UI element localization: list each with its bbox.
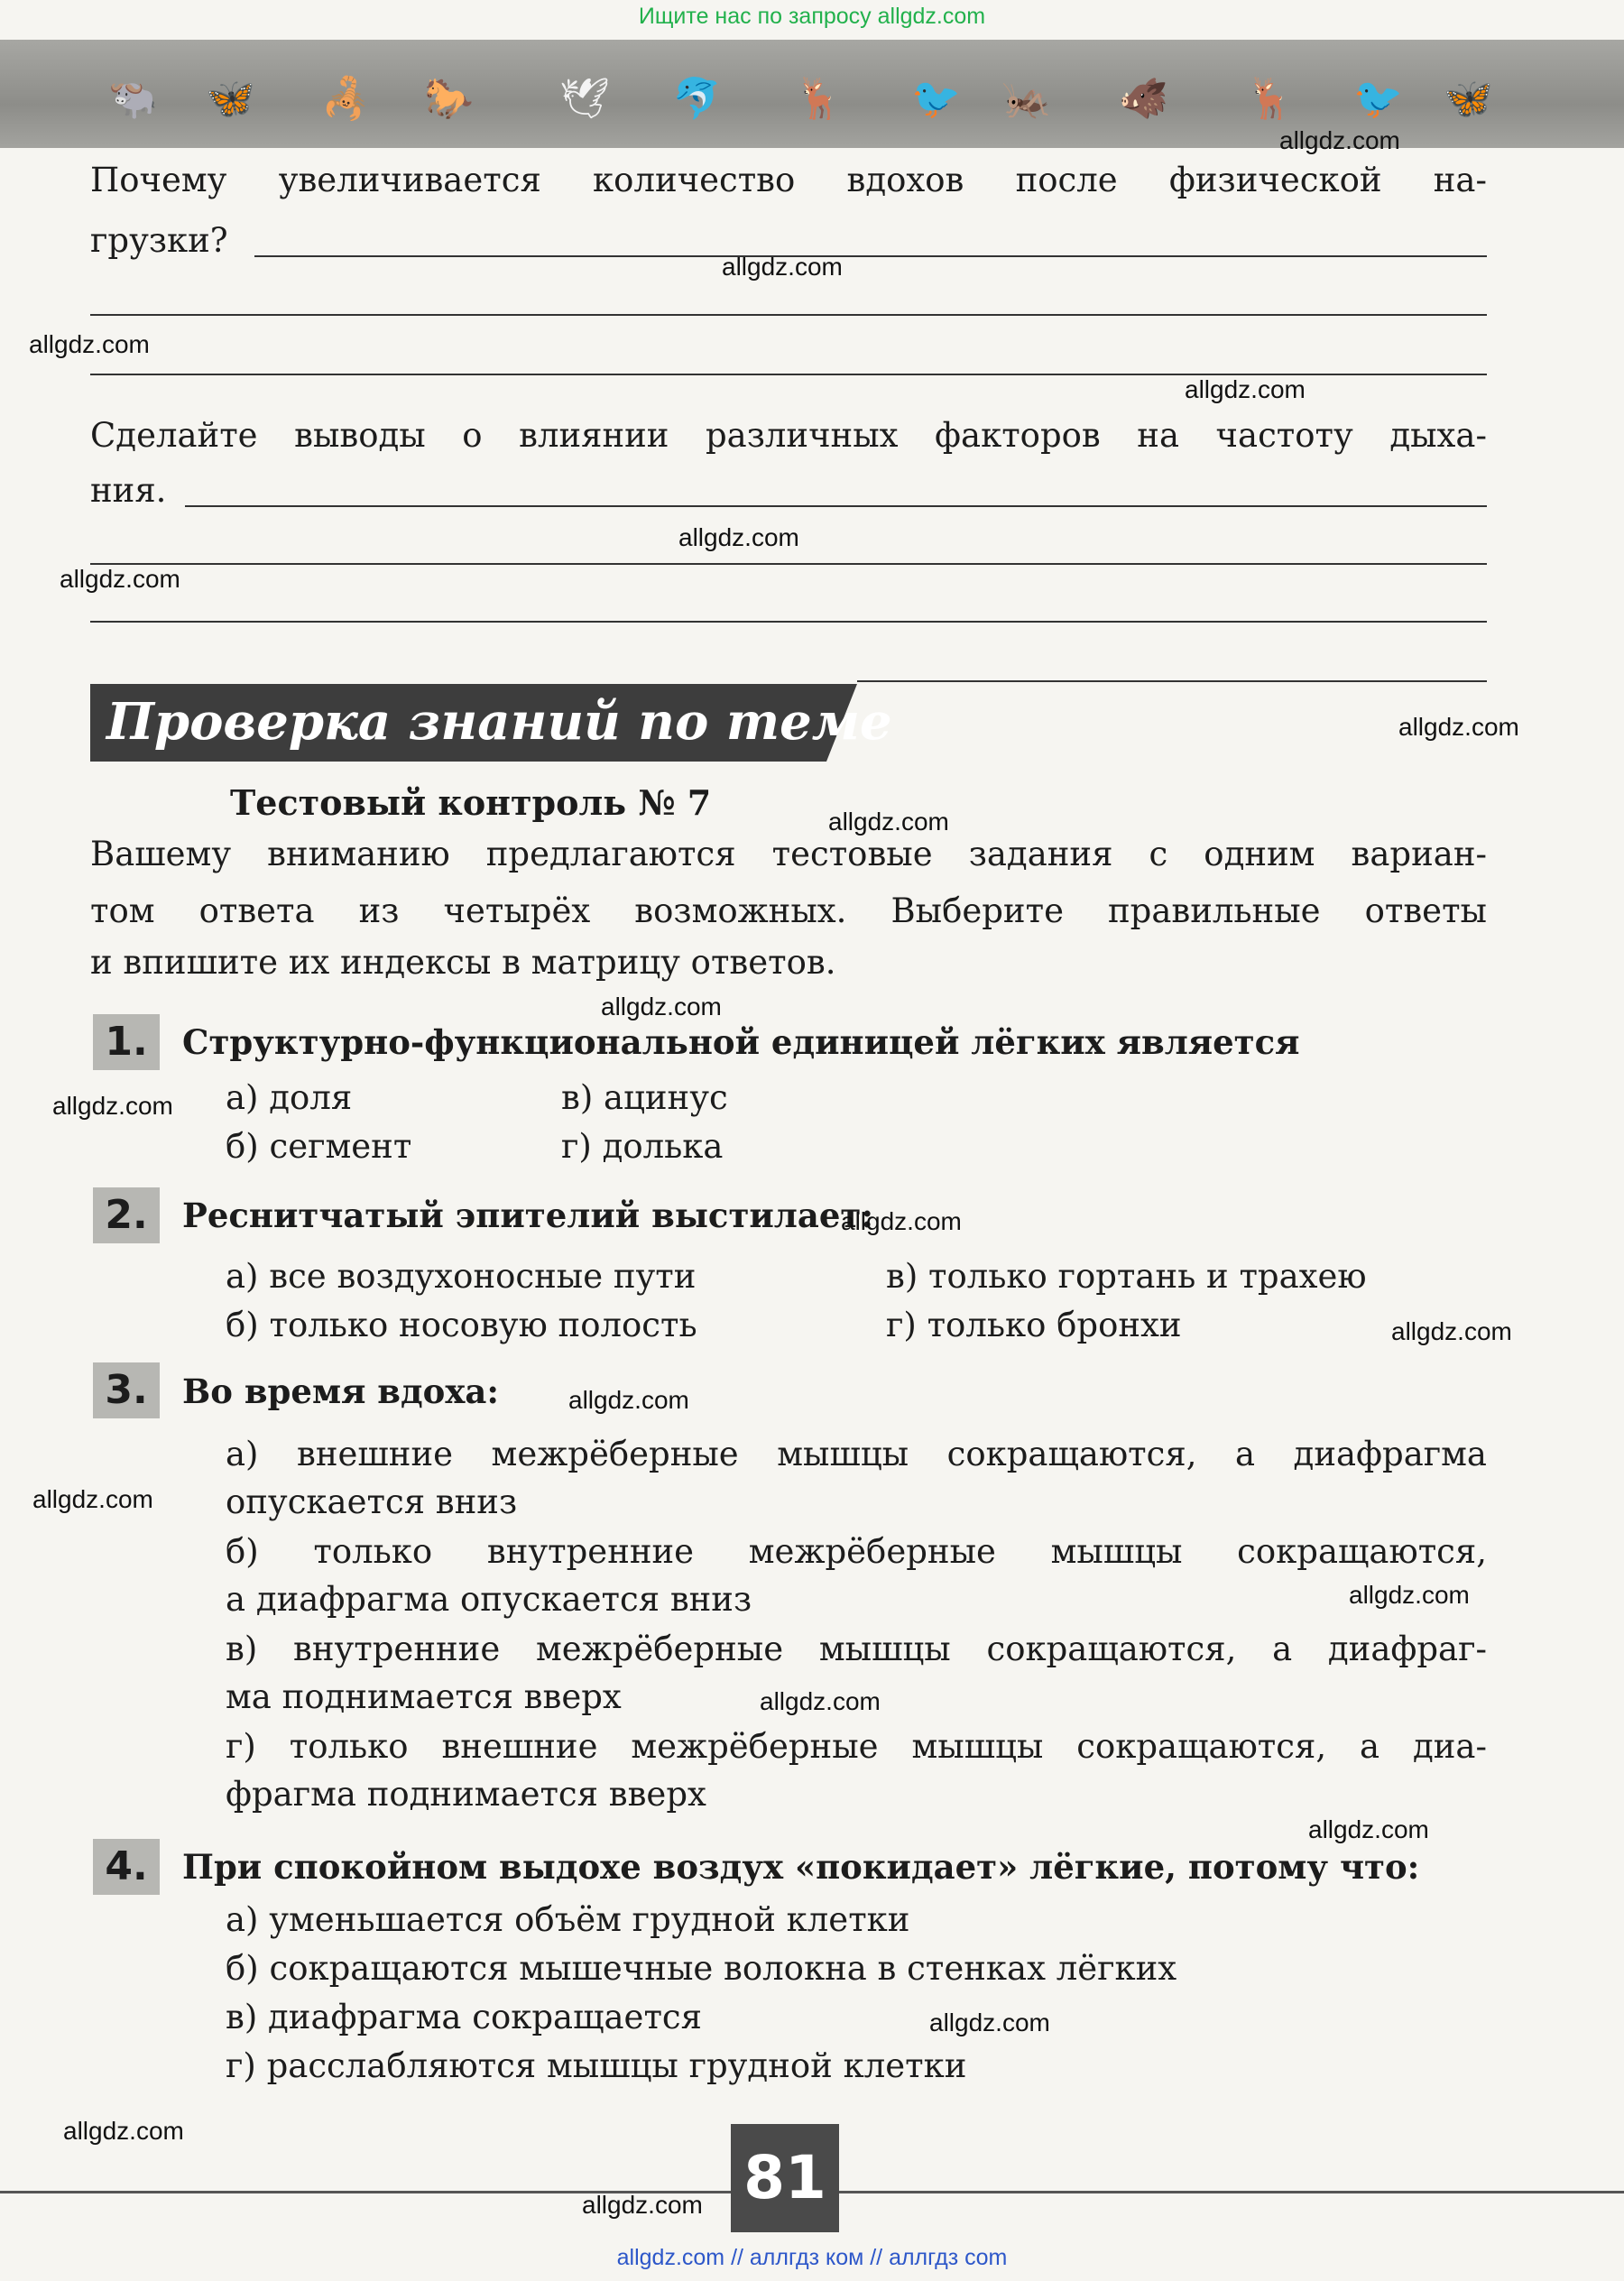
watermark: allgdz.com — [1349, 1581, 1470, 1609]
exercise-question-2: Сделайте выводы о влиянии различных факторов на частоту дыха- — [90, 416, 1487, 455]
butterfly-icon: 🦋 — [206, 76, 255, 122]
watermark: allgdz.com — [1279, 126, 1400, 154]
watermark: allgdz.com — [582, 2191, 703, 2219]
answer-option[interactable]: в) диафрагма сокращается — [226, 1998, 702, 2036]
answer-line[interactable] — [90, 563, 1487, 565]
question-number: 1. — [93, 1014, 160, 1070]
answer-option[interactable]: а) внешние межрёберные мышцы сокращаются, а диафрагма — [226, 1435, 1487, 1473]
watermark: allgdz.com — [1185, 375, 1306, 403]
page-number: 81 — [731, 2124, 839, 2232]
exercise-question-1-cont: грузки? — [90, 221, 228, 260]
answer-option[interactable]: в) внутренние межрёберные мышцы сокращаются, а диафраг- — [226, 1630, 1487, 1668]
watermark: allgdz.com — [601, 993, 722, 1020]
answer-option[interactable]: г) только бронхи — [886, 1306, 1182, 1344]
watermark: allgdz.com — [828, 808, 949, 836]
watermark: allgdz.com — [568, 1386, 689, 1414]
answer-line[interactable] — [185, 505, 1487, 507]
boar-icon: 🐗 — [1119, 76, 1168, 122]
answer-option[interactable]: в) только гортань и трахею — [886, 1257, 1367, 1296]
answer-option-cont: опускается вниз — [226, 1482, 518, 1521]
watermark: allgdz.com — [60, 565, 180, 593]
test-intro-line-1: Вашему вниманию предлагаются тестовые задания с одним вариан- — [90, 835, 1487, 873]
answer-option[interactable]: б) только носовую полость — [226, 1306, 697, 1344]
dolphin-icon: 🐬 — [672, 76, 722, 122]
answer-option[interactable]: б) сегмент — [226, 1127, 412, 1166]
answer-line[interactable] — [90, 314, 1487, 316]
watermark: allgdz.com — [29, 330, 150, 358]
watermark: allgdz.com — [32, 1485, 153, 1513]
scorpion-icon: 🦂 — [321, 76, 371, 122]
watermark: allgdz.com — [52, 1092, 173, 1120]
answer-option-cont: фрагма поднимается вверх — [226, 1775, 706, 1814]
deer-icon: 🦌 — [794, 76, 844, 122]
answer-option[interactable]: г) долька — [561, 1127, 724, 1166]
exercise-question-1: Почему увеличивается количество вдохов после физической на- — [90, 161, 1487, 199]
watermark: allgdz.com — [841, 1207, 962, 1235]
moth-icon: 🦋 — [1444, 76, 1493, 122]
test-intro-line-3: и впишите их индексы в матрицу ответов. — [90, 943, 836, 982]
watermark: allgdz.com — [722, 253, 843, 281]
answer-option[interactable]: а) уменьшается объём грудной клетки — [226, 1900, 910, 1939]
bison-icon: 🐃 — [108, 76, 158, 122]
watermark: allgdz.com — [760, 1687, 881, 1715]
watermark: allgdz.com — [929, 2009, 1050, 2036]
answer-option-cont: а диафрагма опускается вниз — [226, 1580, 752, 1619]
section-title: Проверка знаний по теме — [106, 692, 892, 752]
watermark: allgdz.com — [678, 523, 799, 551]
watermark: allgdz.com — [1391, 1317, 1512, 1345]
answer-option[interactable]: в) ацинус — [561, 1078, 728, 1117]
answer-line[interactable] — [90, 621, 1487, 623]
question-text: Структурно-функциональной единицей лёгких является — [182, 1022, 1300, 1062]
watermark: allgdz.com — [1398, 713, 1519, 741]
answer-option-cont: ма поднимается вверх — [226, 1677, 622, 1716]
answer-option[interactable]: б) только внутренние межрёберные мышцы сокращаются, — [226, 1532, 1487, 1571]
footer-links[interactable]: allgdz.com // аллгдз ком // аллгдз com — [616, 2245, 1008, 2270]
test-intro-line-2: том ответа из четырёх возможных. Выберите правильные ответы — [90, 891, 1487, 930]
answer-option[interactable]: а) все воздухоносные пути — [226, 1257, 697, 1296]
answer-option[interactable]: а) доля — [226, 1078, 353, 1117]
answer-option[interactable]: г) только внешние межрёберные мышцы сокращаются, а диа- — [226, 1727, 1487, 1766]
answer-line[interactable] — [254, 255, 1487, 257]
bird-icon: 🐦 — [911, 76, 961, 122]
watermark: allgdz.com — [1308, 1815, 1429, 1843]
answer-option[interactable]: г) расслабляются мышцы грудной клетки — [226, 2046, 967, 2085]
answer-line[interactable] — [857, 680, 1487, 682]
test-title: Тестовый контроль № 7 — [230, 782, 712, 823]
question-text: При спокойном выдохе воздух «покидает» лёгкие, потому что: — [182, 1847, 1420, 1887]
swallow-icon: 🕊 — [559, 76, 610, 122]
question-text: Во время вдоха: — [182, 1371, 500, 1411]
bird-icon: 🐦 — [1353, 76, 1403, 122]
question-number: 2. — [93, 1187, 160, 1243]
watermark: allgdz.com — [63, 2117, 184, 2145]
question-text: Реснитчатый эпителий выстилает: — [182, 1196, 873, 1235]
horse-icon: 🐎 — [424, 76, 474, 122]
answer-option[interactable]: б) сокращаются мышечные волокна в стенках лёгких — [226, 1949, 1177, 1988]
question-number: 3. — [93, 1362, 160, 1418]
gazelle-icon: 🦌 — [1245, 76, 1295, 122]
insect-icon: 🦗 — [1001, 76, 1051, 122]
site-search-hint[interactable]: Ищите нас по запросу allgdz.com — [638, 4, 986, 29]
exercise-question-2-cont: ния. — [90, 471, 167, 510]
question-number: 4. — [93, 1839, 160, 1895]
